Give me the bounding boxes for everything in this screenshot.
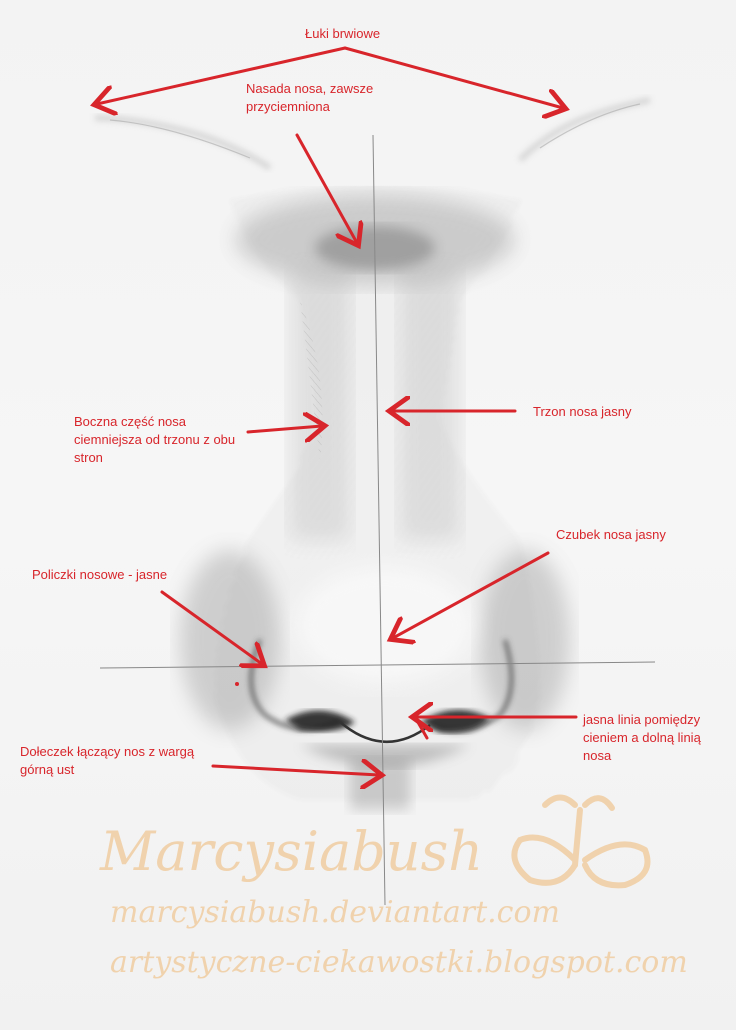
label-czubek: Czubek nosa jasny — [556, 527, 666, 542]
watermark-url-blog: artystyczne-ciekawostki.blogspot.com — [110, 945, 688, 980]
butterfly-logo — [514, 798, 647, 886]
label-luki-brwiowe: Łuki brwiowe — [305, 26, 381, 41]
eyebrow-right — [520, 100, 650, 160]
label-jasna-linia: jasna linia pomiędzy cieniem a dolną linią nosa — [583, 712, 701, 763]
watermark-url-deviantart: marcysiabush.deviantart.com — [110, 895, 560, 930]
watermark-name: Marcysiabush — [100, 820, 484, 883]
label-nasada: Nasada nosa, zawsze przyciemniona — [246, 81, 374, 114]
eyebrow-left — [95, 118, 270, 168]
nose-bridge-shading — [215, 188, 540, 801]
label-trzon: Trzon nosa jasny — [533, 404, 632, 419]
label-boczna: Boczna część nosa ciemniejsza od trzonu z obu stron — [74, 414, 236, 465]
annotation-dot — [235, 682, 239, 686]
label-policzki: Policzki nosowe - jasne — [32, 567, 168, 582]
label-doleczek: Dołeczek łączący nos z wargą górną ust — [20, 744, 195, 777]
nose-base — [180, 550, 570, 810]
